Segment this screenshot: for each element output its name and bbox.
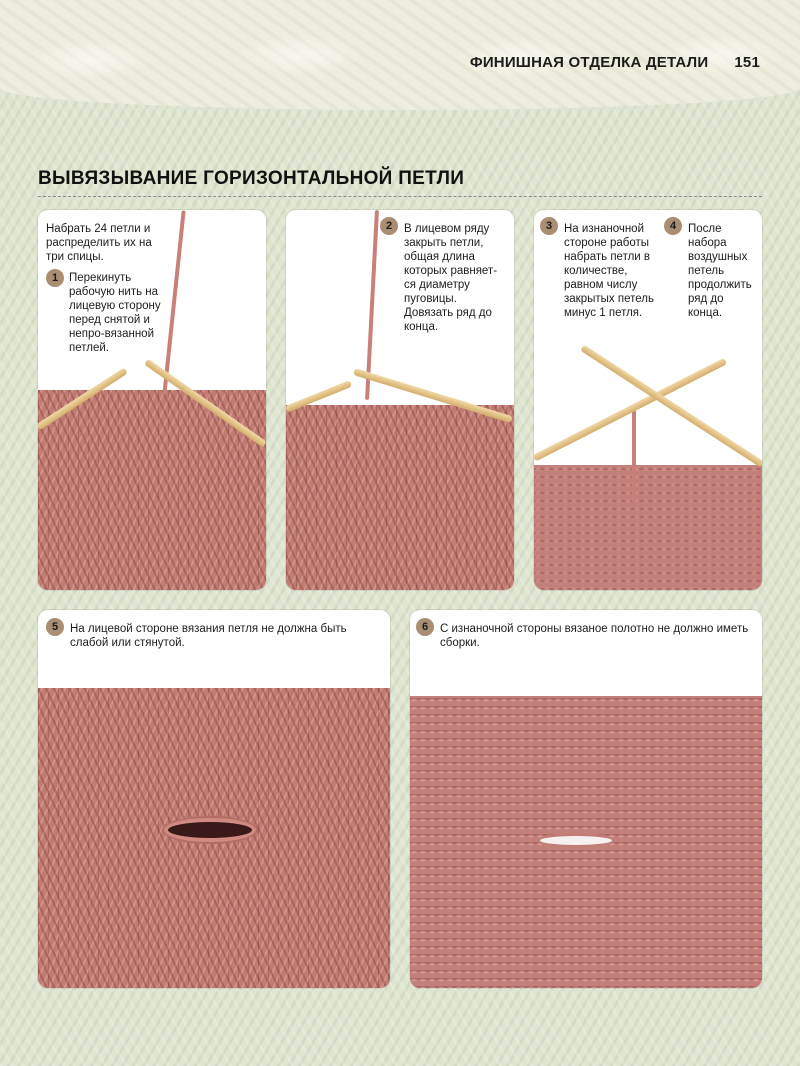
knitting-photo-2	[286, 405, 514, 590]
step-badge-3: 3	[540, 217, 558, 235]
step-text-1: Перекинуть рабочую нить на лицевую сторону перед снятой и непро-вязанной петлей.	[69, 272, 161, 354]
step-panel-6	[410, 610, 762, 988]
step-badge-4: 4	[664, 217, 682, 235]
step-panel-2	[286, 210, 514, 590]
section-title: ВЫВЯЗЫВАНИЕ ГОРИЗОНТАЛЬНОЙ ПЕТЛИ	[38, 168, 465, 189]
page-number: 151	[734, 54, 760, 71]
step-text-5: На лицевой стороне вязания петля не должна быть слабой или стянутой.	[70, 623, 347, 649]
buttonhole	[168, 822, 252, 838]
step-text-2: В лицевом ряду закрыть петли, общая длина которых равняет-ся диаметру пуговицы. Довязать ряд до конца.	[404, 223, 498, 333]
step-badge-2: 2	[380, 217, 398, 235]
step-text-6: С изнаночной стороны вязаное полотно не должно иметь сборки.	[440, 623, 749, 649]
working-yarn	[632, 410, 636, 502]
step-panel-5	[38, 610, 390, 988]
knitting-needle	[580, 345, 762, 468]
intro-text: Набрать 24 петли и распределить их на три спицы.	[46, 223, 152, 263]
knitting-photo-3	[534, 465, 762, 590]
step-badge-6: 6	[416, 618, 434, 636]
step-badge-1: 1	[46, 269, 64, 287]
knitting-needle	[534, 358, 727, 462]
step-badge-5: 5	[46, 618, 64, 636]
running-head	[470, 54, 760, 71]
step-panel-1	[38, 210, 266, 590]
step-panel-3	[534, 210, 762, 590]
title-divider	[38, 196, 762, 197]
running-title: ФИНИШНАЯ ОТДЕЛКА ДЕТАЛИ	[469, 54, 709, 71]
step-text-4: После набора воздушных петель продолжить ряд до конца.	[688, 223, 752, 319]
step-text-3: На изнаночной стороне работы набрать петли в количестве, равном числу закрытых петель минус 1 петля.	[564, 223, 654, 319]
knitting-photo-5	[38, 688, 390, 988]
buttonhole	[540, 836, 612, 845]
